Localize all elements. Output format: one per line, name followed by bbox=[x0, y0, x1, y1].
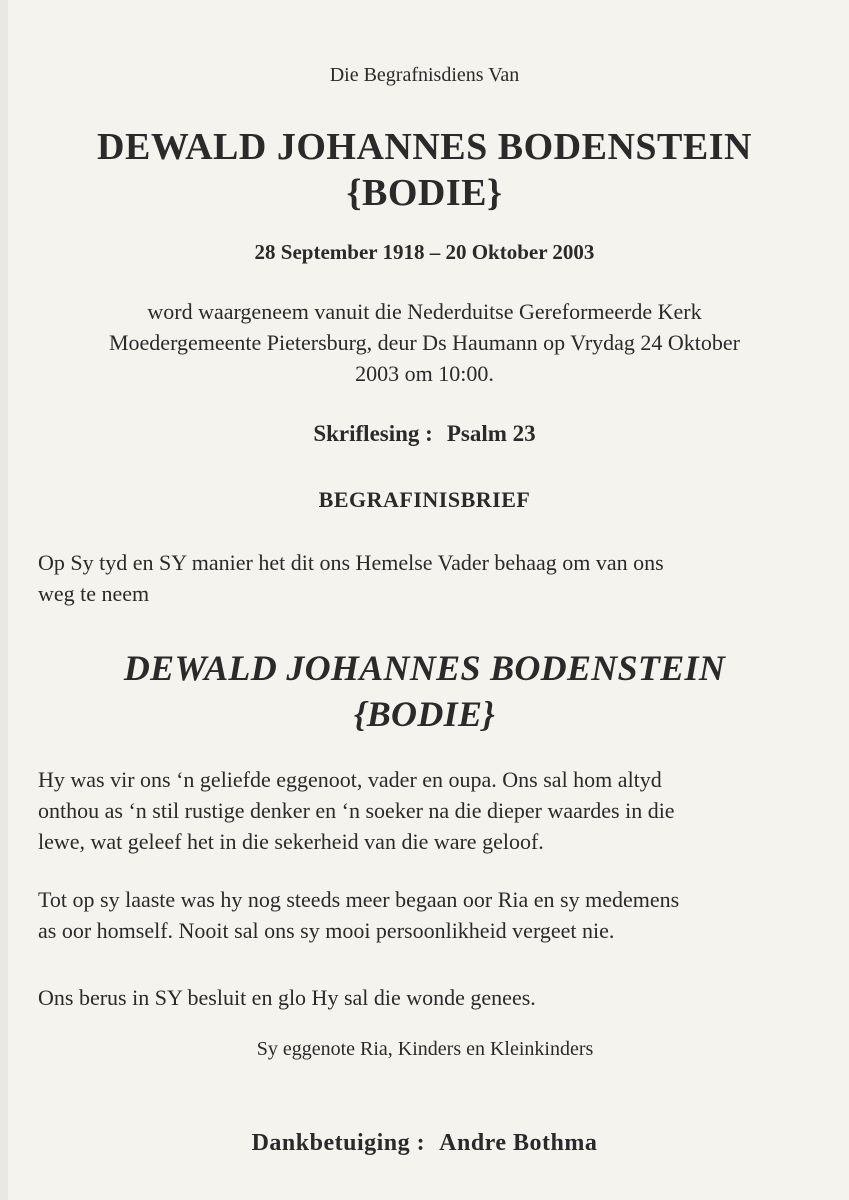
service-line-2: Moedergemeente Pietersburg, deur Ds Haumann op Vrydag 24 Oktober bbox=[108, 330, 741, 355]
deceased-nickname: {BODIE} bbox=[346, 172, 503, 214]
letter-paragraph-2 bbox=[38, 884, 828, 946]
letter-paragraph-3: Ons berus in SY besluit en glo Hy sal die wonde genees. bbox=[38, 985, 536, 1010]
letter-intro-line-1: Op Sy tyd en SY manier het dit ons Hemelse Vader behaag om van ons bbox=[38, 550, 664, 575]
scripture-label: Skriflesing : bbox=[313, 421, 433, 446]
service-line-3: 2003 om 10:00. bbox=[355, 361, 494, 386]
paragraph-2-line-1: Tot op sy laaste was hy nog steeds meer begaan oor Ria en sy medemens bbox=[38, 887, 680, 912]
intro-text: Die Begrafnisdiens Van bbox=[329, 64, 520, 86]
letter-signature: Sy eggenote Ria, Kinders en Kleinkinders bbox=[256, 1038, 594, 1060]
acknowledgement-label: Dankbetuiging : bbox=[251, 1130, 426, 1156]
deceased-name: DEWALD JOHANNES BODENSTEIN bbox=[97, 126, 752, 168]
service-line-1: word waargeneem vanuit die Nederduitse Gereformeerde Kerk bbox=[147, 299, 702, 324]
scripture-value: Psalm 23 bbox=[446, 421, 536, 446]
service-details bbox=[0, 296, 849, 389]
acknowledgement-value: Andre Bothma bbox=[439, 1130, 598, 1156]
scripture-reading bbox=[0, 421, 849, 447]
letter-nickname: {BODIE} bbox=[353, 694, 496, 734]
paragraph-2-line-2: as oor homself. Nooit sal ons sy mooi persoonlikheid vergeet nie. bbox=[38, 918, 615, 943]
letter-title: BEGRAFINISBRIEF bbox=[318, 487, 531, 512]
letter-intro-line-2: weg te neem bbox=[38, 581, 150, 606]
deceased-name-heading bbox=[0, 124, 849, 216]
letter-intro bbox=[38, 547, 828, 609]
letter-paragraph-1 bbox=[38, 764, 828, 857]
acknowledgement bbox=[0, 1130, 849, 1157]
paragraph-1-line-3: lewe, wat geleef het in die sekerheid van die ware geloof. bbox=[38, 829, 544, 854]
paragraph-1-line-2: onthou as ‘n stil rustige denker en ‘n soeker na die dieper waardes in die bbox=[38, 798, 675, 823]
life-dates: 28 September 1918 – 20 Oktober 2003 bbox=[254, 240, 595, 264]
letter-name-heading bbox=[0, 645, 849, 737]
paragraph-1-line-1: Hy was vir ons ‘n geliefde eggenoot, vader en oupa. Ons sal hom altyd bbox=[38, 767, 662, 792]
letter-name: DEWALD JOHANNES BODENSTEIN bbox=[123, 648, 726, 688]
